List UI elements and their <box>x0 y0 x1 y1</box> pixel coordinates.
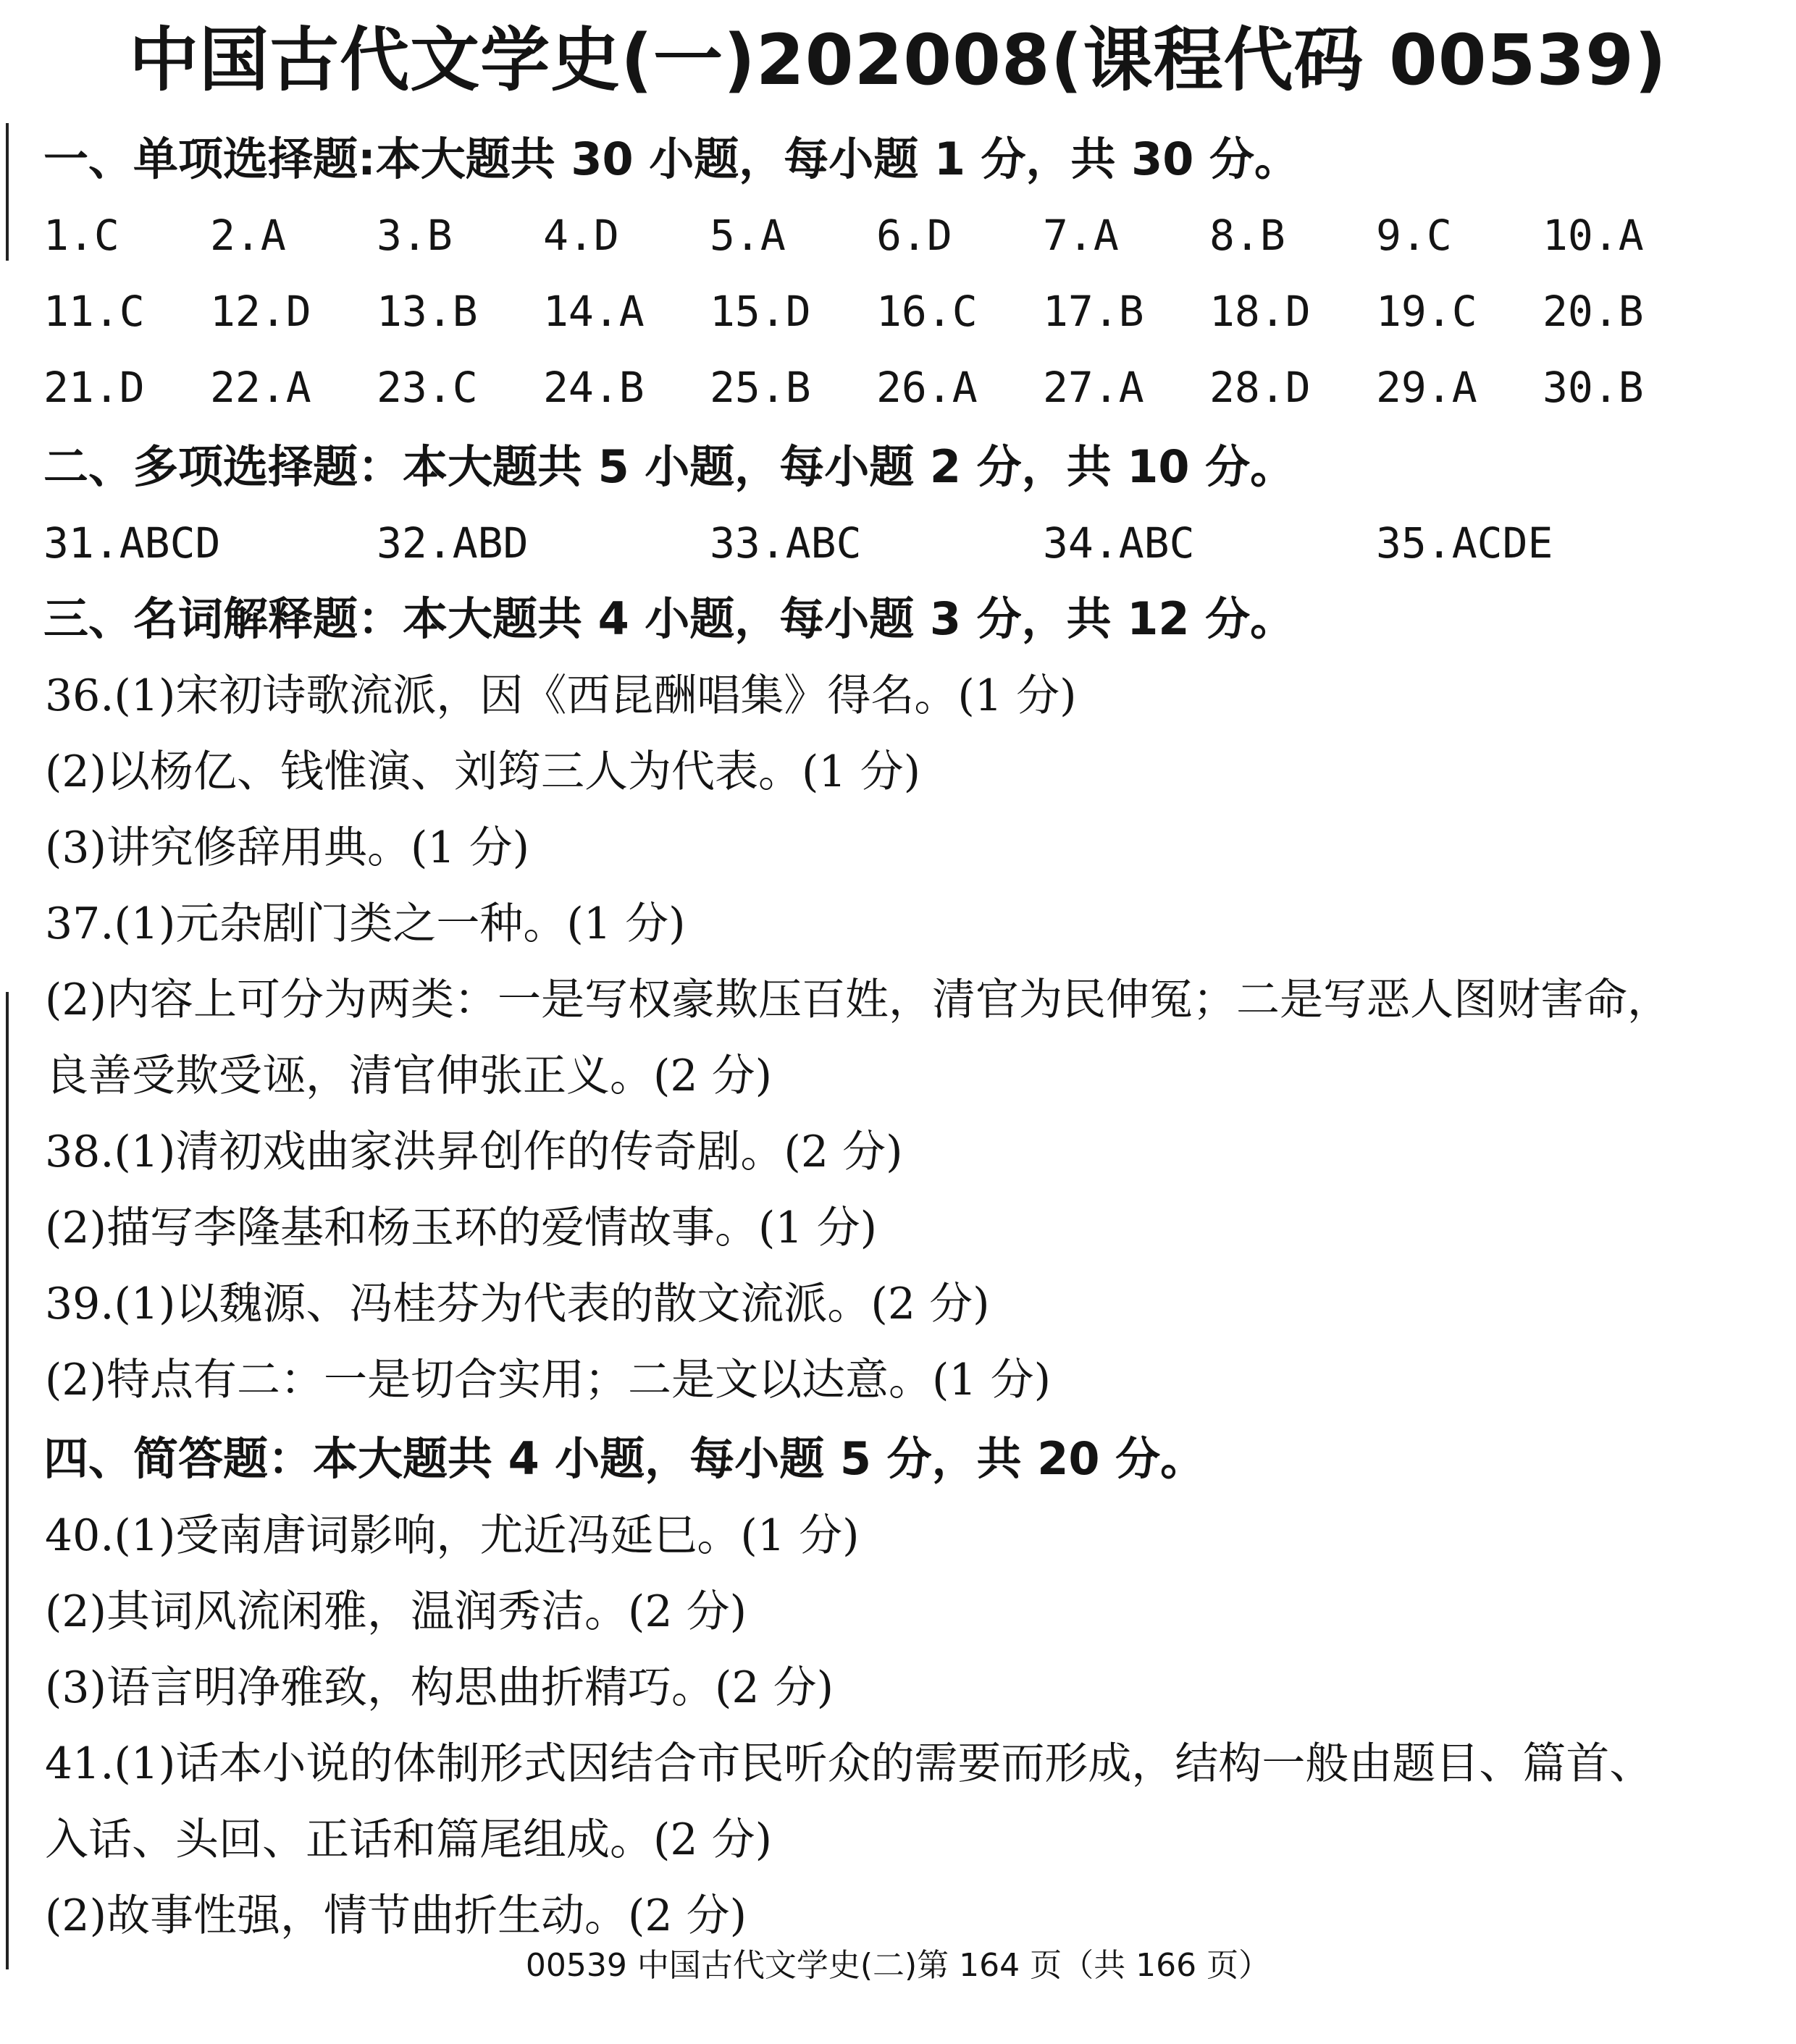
answer-item: 33.ABC <box>710 518 862 568</box>
answer-item: 29.A <box>1376 363 1477 412</box>
answer-item: 13.B <box>377 287 478 336</box>
answer-line: 41.(1)话本小说的体制形式因结合市民听众的需要而形成，结构一般由题目、篇首、 <box>45 1738 1653 1789</box>
answer-item: 30.B <box>1543 363 1644 412</box>
answer-item: 28.D <box>1209 363 1311 412</box>
answer-line: (2)内容上可分为两类：一是写权豪欺压百姓，清官为民伸冤；二是写恶人图财害命， <box>45 975 1671 1025</box>
section-heading-short-answer: 四、简答题：本大题共 4 小题，每小题 5 分，共 20 分。 <box>43 1432 1206 1485</box>
answer-item: 20.B <box>1543 287 1644 336</box>
answer-item: 15.D <box>710 287 811 336</box>
answer-item: 17.B <box>1043 287 1144 336</box>
answer-row <box>43 279 1753 344</box>
answer-item: 16.C <box>876 287 978 336</box>
section-heading-single-choice: 一、单项选择题:本大题共 30 小题，每小题 1 分，共 30 分。 <box>43 133 1300 185</box>
answer-item: 25.B <box>710 363 811 412</box>
answer-line: (2)描写李隆基和杨玉环的爱情故事。(1 分) <box>45 1203 878 1253</box>
section-heading-multi-choice: 二、多项选择题：本大题共 5 小题，每小题 2 分，共 10 分。 <box>43 440 1296 493</box>
answer-line: (3)语言明净雅致，构思曲折精巧。(2 分) <box>45 1662 834 1713</box>
answer-item: 12.D <box>210 287 311 336</box>
answer-item: 4.D <box>543 211 619 260</box>
page-title: 中国古代文学史(一)202008(课程代码 00539) <box>129 20 1667 101</box>
answer-item: 24.B <box>543 363 645 412</box>
answer-item: 3.B <box>377 211 453 260</box>
answer-item: 14.A <box>543 287 645 336</box>
answer-item: 10.A <box>1543 211 1644 260</box>
margin-rule <box>6 992 9 1969</box>
answer-line: 良善受欺受诬，清官伸张正义。(2 分) <box>45 1051 773 1101</box>
margin-rule <box>6 123 9 261</box>
answer-item: 18.D <box>1209 287 1311 336</box>
answer-item: 19.C <box>1376 287 1477 336</box>
answer-line: 40.(1)受南唐词影响，尤近冯延巳。(1 分) <box>45 1510 860 1561</box>
answer-item: 9.C <box>1376 211 1452 260</box>
answer-item: 35.ACDE <box>1376 518 1553 568</box>
answer-row <box>43 355 1753 420</box>
answer-item: 27.A <box>1043 363 1144 412</box>
answer-line: 36.(1)宋初诗歌流派，因《西昆酬唱集》得名。(1 分) <box>45 670 1077 721</box>
section-heading-term-explanation: 三、名词解释题：本大题共 4 小题，每小题 3 分，共 12 分。 <box>43 592 1296 645</box>
answer-item: 5.A <box>710 211 786 260</box>
answer-item: 34.ABC <box>1043 518 1195 568</box>
answer-item: 21.D <box>43 363 145 412</box>
page-footer: 00539 中国古代文学史(二)第 164 页（共 166 页） <box>525 1947 1271 1984</box>
answer-line: (2)以杨亿、钱惟演、刘筠三人为代表。(1 分) <box>45 746 921 797</box>
answer-line: 入话、头回、正话和篇尾组成。(2 分) <box>45 1814 773 1865</box>
answer-line: (2)特点有二：一是切合实用；二是文以达意。(1 分) <box>45 1355 1052 1405</box>
answer-row <box>43 510 1753 576</box>
answer-line: (2)其词风流闲雅，温润秀洁。(2 分) <box>45 1586 747 1637</box>
answer-line: 37.(1)元杂剧门类之一种。(1 分) <box>45 899 686 949</box>
answer-line: (3)讲究修辞用典。(1 分) <box>45 823 530 873</box>
answer-item: 6.D <box>876 211 952 260</box>
answer-item: 23.C <box>377 363 478 412</box>
answer-row <box>43 203 1753 268</box>
answer-item: 1.C <box>43 211 119 260</box>
answer-line: 39.(1)以魏源、冯桂芬为代表的散文流派。(2 分) <box>45 1279 990 1329</box>
answer-item: 7.A <box>1043 211 1119 260</box>
answer-item: 31.ABCD <box>43 518 221 568</box>
answer-item: 2.A <box>210 211 286 260</box>
answer-item: 8.B <box>1209 211 1285 260</box>
answer-item: 32.ABD <box>377 518 529 568</box>
answer-line: 38.(1)清初戏曲家洪昇创作的传奇剧。(2 分) <box>45 1127 903 1177</box>
answer-item: 22.A <box>210 363 311 412</box>
answer-item: 11.C <box>43 287 145 336</box>
answer-item: 26.A <box>876 363 978 412</box>
answer-line: (2)故事性强，情节曲折生动。(2 分) <box>45 1891 747 1941</box>
